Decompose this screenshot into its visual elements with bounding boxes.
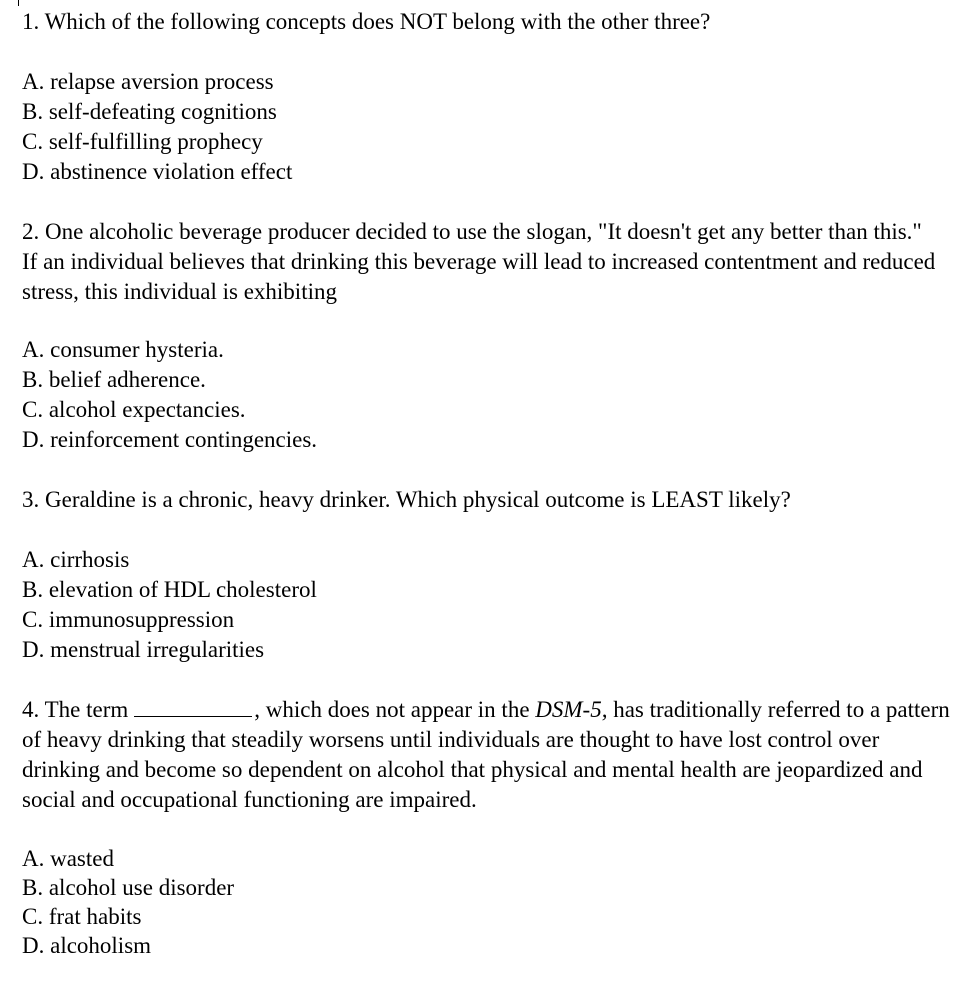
question-text: Geraldine is a chronic, heavy drinker. Which physical outcome is LEAST likely? [45, 487, 791, 512]
question-3-options [22, 545, 317, 665]
option-d: D. menstrual irregularities [22, 637, 265, 662]
option-c: C. alcohol expectancies. [22, 397, 246, 422]
option-b: B. elevation of HDL cholesterol [22, 577, 317, 602]
option-b: B. self-defeating cognitions [22, 99, 277, 124]
question-text: One alcoholic beverage producer decided to use the slogan, "It doesn't get any better than this." If an individual believes that drinking this beverage will lead to increased contentment and reduced stress, this individual is exhibiting [22, 219, 936, 304]
question-text-before-blank: The term [44, 697, 129, 722]
option-c: C. immunosuppression [22, 607, 235, 632]
question-1 [22, 7, 710, 37]
question-4 [22, 695, 962, 815]
question-text-after-blank: , which does not appear in the [254, 697, 530, 722]
option-a: A. wasted [22, 846, 114, 871]
option-d: D. alcoholism [22, 933, 152, 958]
option-d: D. abstinence violation effect [22, 159, 293, 184]
option-a: A. cirrhosis [22, 547, 130, 572]
question-2-options [22, 335, 317, 455]
question-2 [22, 217, 942, 307]
option-c: C. self-fulfilling prophecy [22, 129, 263, 154]
option-c: C. frat habits [22, 904, 142, 929]
question-1-options [22, 67, 292, 187]
text-cursor-mark [18, 0, 19, 6]
question-text-continued: has traditionally referred to a pattern of heavy drinking that steadily worsens until individuals are thought to have lost control over drinking and become so dependent on alcohol that physical and mental health are jeopardized and social and occupational functioning are impaired. [22, 697, 950, 812]
question-text: Which of the following concepts does NOT belong with the other three? [44, 9, 711, 34]
option-d: D. reinforcement contingencies. [22, 427, 318, 452]
fill-in-blank [134, 698, 252, 717]
question-4-options [22, 844, 234, 960]
question-number: 2. [22, 219, 40, 244]
option-b: B. belief adherence. [22, 367, 206, 392]
question-number: 4. [22, 697, 40, 722]
italic-term: DSM-5, [535, 697, 608, 722]
option-b: B. alcohol use disorder [22, 875, 235, 900]
question-number: 1. [22, 9, 40, 34]
option-a: A. consumer hysteria. [22, 337, 224, 362]
question-3 [22, 485, 791, 515]
option-a: A. relapse aversion process [22, 69, 274, 94]
question-number: 3. [22, 487, 40, 512]
